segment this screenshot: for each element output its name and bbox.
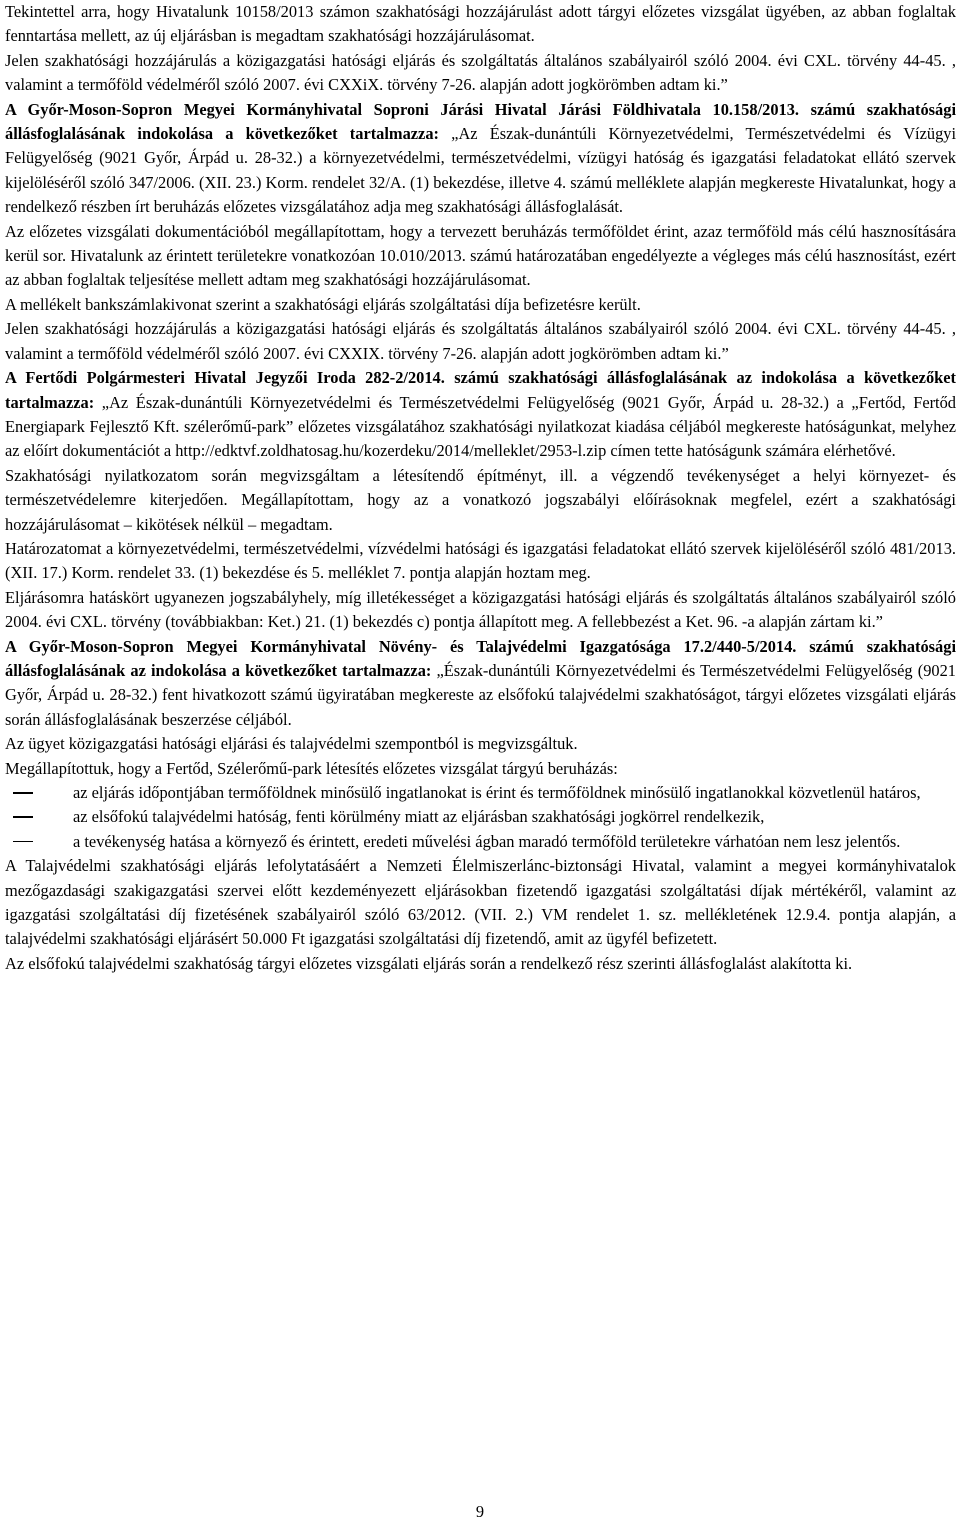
paragraph-7-body: „Az Észak-dunántúli Környezetvédelmi és Természetvédelmi Felügyelőség (9021 Győr, Árpád u. 28-32.) a „Fertőd, Fertőd Energiapark Fejlesztő Kft. szélerőmű-park” előzetes vizsgálatához szakhatósági nyilatkozat kiadása céljából megkereste hatóságunkat, melyhez az előírt dokumentációt a http://edktvf.zoldhatosag.hu/kozerdeku/2014/melleklet/2953-l.zip címen tette hatóságunk számára elérhetővé. [5, 392, 956, 461]
paragraph-2: Jelen szakhatósági hozzájárulás a közigazgatási hatósági eljárás és szolgáltatás általános szabályairól szóló 2004. évi CXL. törvény 44-45. , valamint a termőföld védelméről szóló 2007. évi CXXiX. törvény 7-26. alapján adott jogkörömben adtam ki.” [5, 50, 956, 95]
paragraph-3-heading: A Győr-Moson-Sopron Megyei Kormányhivatal Soproni Járási Hivatal Járási Földhivatala 10.158/2013. számú szakhatósági állásfoglalásának indokolása a következőket tartalmazza: [5, 99, 956, 144]
paragraph-10: Eljárásomra hatáskört ugyanezen jogszabályhely, míg illetékességet a közigazgatási hatósági eljárás és szolgáltatás általános szabályairól szóló 2004. évi CXL. törvény (továbbiakban: Ket.) 21. (1) bekezdés c) pontja állapított meg. A fellebbezést a Ket. 96. -a alapján zártam ki.” [5, 587, 956, 632]
paragraph-11-heading: A Győr-Moson-Sopron Megyei Kormányhivatal Növény- és Talajvédelmi Igazgatósága 17.2/440-5/2014. számú szakhatósági állásfoglalásának az indokolása a következőket tartalmazza: [5, 636, 956, 680]
dash-bullet-icon [13, 841, 33, 843]
paragraph-5: A mellékelt bankszámlakivonat szerint a szakhatósági eljárás szolgáltatási díja befizetésre került. [5, 294, 641, 314]
paragraph-11-body: „Észak-dunántúli Környezetvédelmi és Természetvédelmi Felügyelőség (9021 Győr, Árpád u. 28-32.) fent hivatkozott számú ügyiratában megkereste az elsőfokú talajvédelmi szakhatóságot, tárgyi előzetes vizsgálati eljárás során állásfoglalásának beszerzése céljából. [5, 660, 956, 729]
paragraph-12: Az ügyet közigazgatási hatósági eljárási és talajvédelmi szempontból is megvizsgáltuk. [5, 734, 578, 754]
paragraph-1: Tekintettel arra, hogy Hivatalunk 10158/2013 számon szakhatósági hozzájárulást adott tárgyi előzetes vizsgálat ügyében, az abban foglaltak fenntartása mellett, az új eljárásban is megadtam szakhatósági hozzájárulásomat. [5, 2, 956, 46]
paragraph-13: Megállapítottuk, hogy a Fertőd, Szélerőmű-park létesítés előzetes vizsgálat tárgyú beruházás: [5, 758, 618, 778]
paragraph-14: A Talajvédelmi szakhatósági eljárás lefolytatásáért a Nemzeti Élelmiszerlánc-biztonsági Hivatal, valamint a megyei kormányhivatalok mezőgazdasági szakigazgatási szervei előtt kezdeményezett eljárásokban fizetendő igazgatási szolgáltatási díjak mértékéről, valamint az igazgatási szolgáltatási díj fizetésének szabályairól szóló 63/2012. (VII. 2.) VM rendelet 1. sz. mellékletének 12.9.4. pontja alapján, a talajvédelmi szakhatósági eljárásért 50.000 Ft igazgatási szolgáltatási díj fizetendő, amit az ügyfél befizetett. [5, 856, 956, 949]
paragraph-4: Az előzetes vizsgálati dokumentációból megállapítottam, hogy a tervezett beruházás termőföldet érint, azaz termőföld más célú hasznosítására kerül sor. Hivatalunk az érintett területekre vonatkozóan 10.010/2013. számú határozatában engedélyezte a végleges más célú hasznosítást, ezért az abban foglaltak teljesítése mellett adtam meg szakhatósági hozzájárulásomat. [5, 221, 956, 290]
list-item-text: az elsőfokú talajvédelmi hatóság, fenti körülmény miatt az eljárásban szakhatósági jogkörrel rendelkezik, [73, 807, 765, 827]
page-number: 9 [475, 1502, 485, 1521]
paragraph-15: Az elsőfokú talajvédelmi szakhatóság tárgyi előzetes vizsgálati eljárás során a rendelkező rész szerinti állásfoglalást alakította ki. [5, 953, 853, 973]
list-item [5, 830, 956, 854]
paragraph-7-heading: A Fertődi Polgármesteri Hivatal Jegyzői Iroda 282-2/2014. számú szakhatósági állásfoglalásának az indokolása a következőket tartalmazza: [5, 368, 956, 412]
dash-bullet-icon [13, 816, 33, 818]
list-item-text: az eljárás időpontjában termőföldnek minősülő ingatlanokat is érint és termőföldnek minősülő ingatlanokkal közvetlenül határos, [73, 783, 921, 802]
paragraph-9: Határozatomat a környezetvédelmi, természetvédelmi, vízvédelmi hatósági és igazgatási feladatokat ellátó szervek kijelöléséről szóló 481/2013. (XII. 17.) Korm. rendelet 33. (1) bekezdése és 5. melléklet 7. pontja alapján hoztam meg. [5, 538, 956, 583]
list-item [5, 781, 956, 805]
paragraph-6: Jelen szakhatósági hozzájárulás a közigazgatási hatósági eljárás és szolgáltatás általános szabályairól szóló 2004. évi CXL. törvény 44-45. , valamint a termőföld védelméről szóló 2007. évi CXXIX. törvény 7-26. alapján adott jogkörömben adtam ki.” [5, 319, 956, 363]
list-item-text: a tevékenység hatása a környező és érintett, eredeti művelési ágban maradó termőföld területekre várhatóan nem lesz jelentős. [73, 831, 901, 851]
dash-bullet-icon [13, 792, 33, 794]
paragraph-7 [5, 366, 956, 464]
paragraph-3-body: „Az Észak-dunántúli Környezetvédelmi, Természetvédelmi és Vízügyi Felügyelőség (9021 Győr, Árpád u. 28-32.) a környezetvédelmi, természetvédelmi, vízügyi hatóság és igazgatási feladatokat ellátó szervek kijelöléséről szóló 347/2006. (XII. 23.) Korm. rendelet 32/A. (1) bekezdése, illetve 4. számú melléklete alapján megkereste Hivatalunkat, hogy a rendelkező részben írt beruházás előzetes vizsgálatához adja meg szakhatósági állásfoglalását. [5, 124, 957, 217]
paragraph-11 [5, 635, 956, 733]
paragraph-3 [5, 98, 956, 220]
paragraph-8: Szakhatósági nyilatkozatom során megvizsgáltam a létesítendő építményt, ill. a végzendő tevékenységet a helyi környezet- és természetvédelemre kiterjedően. Megállapítottam, hogy az a vonatkozó jogszabályi előírásoknak megfelel, ezért a szakhatósági hozzájárulásomat – kikötések nélkül – megadtam. [5, 465, 956, 534]
findings-list [5, 781, 956, 854]
list-item [5, 805, 956, 829]
